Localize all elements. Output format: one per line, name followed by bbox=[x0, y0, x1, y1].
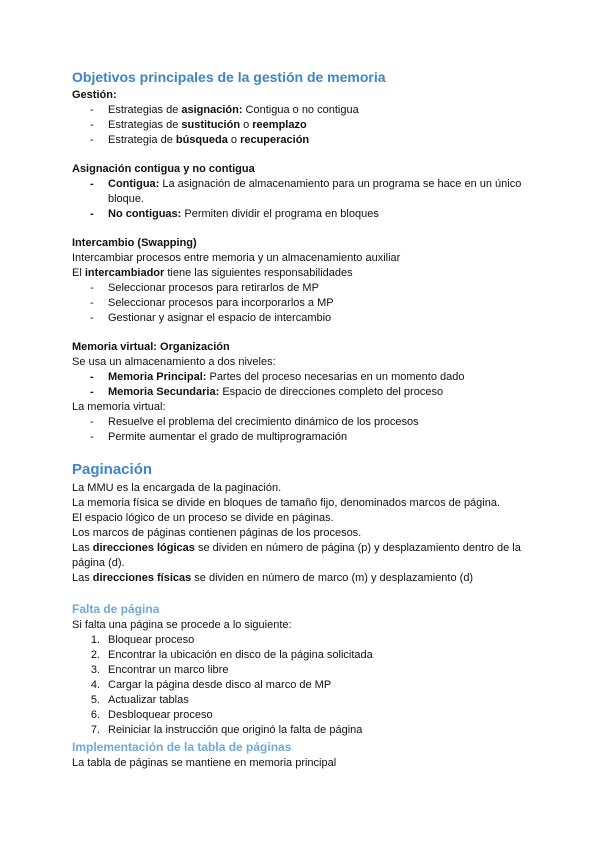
paragraph: La memoria física se divide en bloques de tamaño fijo, denominados marcos de página. bbox=[72, 497, 501, 509]
document-page bbox=[72, 66, 532, 771]
heading-asignacion: Asignación contigua y no contigua bbox=[72, 163, 255, 175]
heading-intercambio: Intercambio (Swapping) bbox=[72, 237, 197, 249]
paragraph: El espacio lógico de un proceso se divide en páginas. bbox=[72, 512, 334, 524]
list-item: - Estrategia de búsqueda o recuperación bbox=[90, 134, 310, 146]
section-title-paginacion: Paginación bbox=[72, 461, 153, 478]
list-item: - Estrategias de asignación: Contigua o no contigua bbox=[90, 104, 359, 116]
paragraph: Si falta una página se procede a lo siguiente: bbox=[72, 619, 292, 631]
list-item: 1. Bloquear proceso bbox=[90, 634, 195, 646]
list-item: - Gestionar y asignar el espacio de intercambio bbox=[90, 312, 332, 324]
list-item: 5. Actualizar tablas bbox=[90, 694, 189, 706]
heading-gestion: Gestión: bbox=[72, 89, 117, 101]
paragraph: Los marcos de páginas contienen páginas de los procesos. bbox=[72, 527, 362, 539]
list-item: - Resuelve el problema del crecimiento dinámico de los procesos bbox=[90, 416, 419, 428]
list-item: - No contiguas: Permiten dividir el programa en bloques bbox=[90, 208, 379, 220]
list-intercambio bbox=[72, 281, 532, 326]
list-niveles bbox=[72, 370, 532, 400]
list-item: - Seleccionar procesos para incorporarlos a MP bbox=[90, 297, 334, 309]
paragraph: Se usa un almacenamiento a dos niveles: bbox=[72, 356, 276, 368]
paragraph: La memoria virtual: bbox=[72, 401, 166, 413]
list-asignacion bbox=[72, 177, 532, 222]
paragraph: Las direcciones físicas se dividen en número de marco (m) y desplazamiento (d) bbox=[72, 572, 474, 584]
section-title-objetivos: Objetivos principales de la gestión de memoria bbox=[72, 69, 386, 85]
list-item: - Permite aumentar el grado de multiprogramación bbox=[90, 431, 348, 443]
list-item: - Memoria Secundaria: Espacio de direcciones completo del proceso bbox=[90, 386, 444, 398]
list-item: 6. Desbloquear proceso bbox=[90, 709, 213, 721]
paragraph: Intercambiar procesos entre memoria y un almacenamiento auxiliar bbox=[72, 252, 401, 264]
list-item: 4. Cargar la página desde disco al marco de MP bbox=[90, 679, 332, 691]
list-item: - Contigua: La asignación de almacenamiento para un programa se hace en un único bloque. bbox=[90, 178, 522, 205]
paragraph: Las direcciones lógicas se dividen en número de página (p) y desplazamiento dentro de la página (d). bbox=[72, 542, 521, 569]
list-item: 7. Reiniciar la instrucción que originó la falta de página bbox=[90, 724, 363, 736]
ordered-list-falta-de-pagina bbox=[72, 633, 532, 738]
paragraph: La MMU es la encargada de la paginación. bbox=[72, 482, 282, 494]
paragraph: El intercambiador tiene las siguientes responsabilidades bbox=[72, 267, 353, 279]
paragraph: La tabla de páginas se mantiene en memoria principal bbox=[72, 757, 337, 769]
heading-memoria-virtual: Memoria virtual: Organización bbox=[72, 341, 230, 353]
list-memoria-virtual bbox=[72, 415, 532, 445]
list-item: - Seleccionar procesos para retirarlos de MP bbox=[90, 282, 319, 294]
subsection-title-falta-de-pagina: Falta de página bbox=[72, 602, 160, 616]
list-item: - Estrategias de sustitución o reemplazo bbox=[90, 119, 307, 131]
list-gestion bbox=[72, 103, 532, 148]
subsection-title-tabla-de-paginas: Implementación de la tabla de páginas bbox=[72, 740, 292, 754]
list-item: 2. Encontrar la ubicación en disco de la página solicitada bbox=[90, 649, 373, 661]
list-item: - Memoria Principal: Partes del proceso necesarias en un momento dado bbox=[90, 371, 465, 383]
list-item: 3. Encontrar un marco libre bbox=[90, 664, 229, 676]
